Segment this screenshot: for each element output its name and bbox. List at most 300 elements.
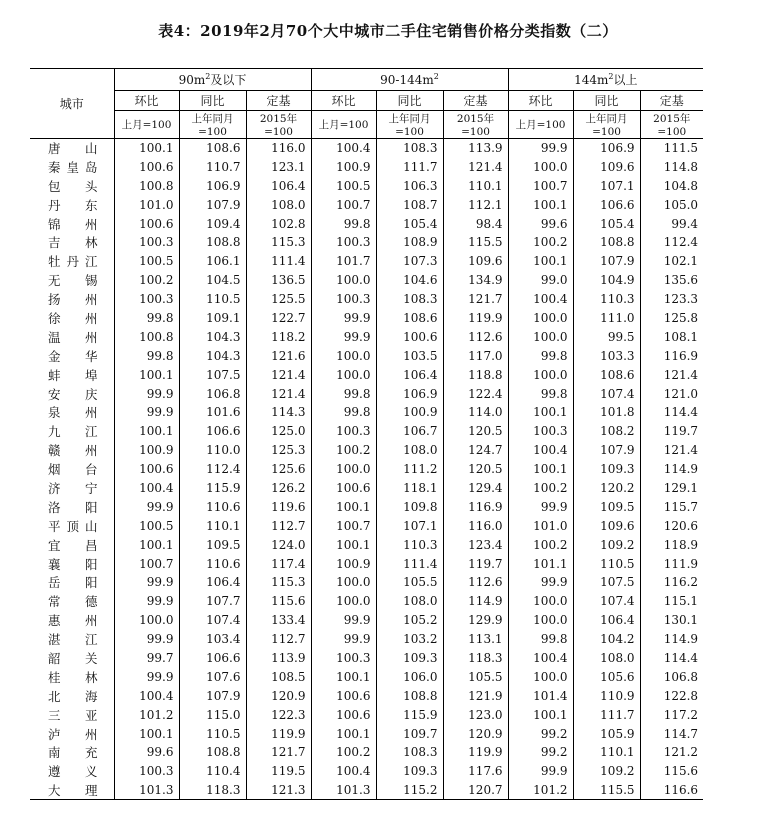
city-name: 秦皇岛 bbox=[48, 159, 98, 175]
index-value: 120.5 bbox=[443, 460, 508, 479]
index-value: 103.5 bbox=[376, 346, 443, 365]
city-name: 遵义 bbox=[48, 764, 98, 780]
index-value: 115.2 bbox=[376, 781, 443, 800]
index-value: 115.5 bbox=[443, 233, 508, 252]
table-row bbox=[30, 535, 703, 554]
index-value: 108.8 bbox=[179, 233, 246, 252]
index-value: 113.9 bbox=[443, 139, 508, 158]
index-value: 121.4 bbox=[640, 365, 703, 384]
index-value: 100.7 bbox=[311, 195, 376, 214]
index-value: 104.8 bbox=[640, 176, 703, 195]
table-row bbox=[30, 611, 703, 630]
table-row bbox=[30, 252, 703, 271]
index-value: 110.5 bbox=[179, 290, 246, 309]
index-value: 106.4 bbox=[179, 573, 246, 592]
index-value: 99.6 bbox=[114, 743, 179, 762]
index-value: 106.9 bbox=[179, 176, 246, 195]
index-value: 117.0 bbox=[443, 346, 508, 365]
index-value: 112.1 bbox=[443, 195, 508, 214]
index-value: 100.9 bbox=[376, 403, 443, 422]
index-value: 101.6 bbox=[179, 403, 246, 422]
index-value: 113.1 bbox=[443, 630, 508, 649]
index-value: 99.9 bbox=[114, 667, 179, 686]
index-value: 108.0 bbox=[246, 195, 311, 214]
index-value: 124.0 bbox=[246, 535, 311, 554]
index-value: 117.4 bbox=[246, 554, 311, 573]
index-value: 100.1 bbox=[114, 535, 179, 554]
index-value: 100.4 bbox=[114, 479, 179, 498]
index-value: 110.1 bbox=[179, 516, 246, 535]
base-header: 上年同月=100 bbox=[376, 111, 443, 139]
city-name: 烟台 bbox=[48, 462, 98, 478]
index-value: 115.3 bbox=[246, 573, 311, 592]
city-name: 蚌埠 bbox=[48, 367, 98, 383]
index-value: 104.5 bbox=[179, 271, 246, 290]
index-value: 114.9 bbox=[640, 460, 703, 479]
index-value: 100.4 bbox=[508, 649, 573, 668]
index-value: 100.1 bbox=[508, 195, 573, 214]
table-row bbox=[30, 271, 703, 290]
table-row bbox=[30, 686, 703, 705]
index-value: 124.7 bbox=[443, 441, 508, 460]
index-value: 100.2 bbox=[508, 233, 573, 252]
index-value: 112.6 bbox=[443, 573, 508, 592]
index-value: 107.7 bbox=[179, 592, 246, 611]
base-header: 2015年=100 bbox=[246, 111, 311, 139]
city-name: 惠州 bbox=[48, 613, 98, 629]
index-value: 107.6 bbox=[179, 667, 246, 686]
index-value: 110.6 bbox=[179, 497, 246, 516]
index-value: 103.4 bbox=[179, 630, 246, 649]
city-name: 温州 bbox=[48, 329, 98, 345]
index-value: 100.6 bbox=[311, 479, 376, 498]
city-name: 南充 bbox=[48, 745, 98, 761]
index-value: 105.9 bbox=[573, 724, 640, 743]
index-value: 108.0 bbox=[376, 441, 443, 460]
index-value: 121.4 bbox=[640, 441, 703, 460]
index-value: 100.0 bbox=[508, 365, 573, 384]
city-name: 牡丹江 bbox=[48, 254, 98, 270]
index-value: 107.4 bbox=[573, 592, 640, 611]
index-value: 100.0 bbox=[311, 346, 376, 365]
city-name: 扬州 bbox=[48, 292, 98, 308]
index-value: 100.0 bbox=[311, 592, 376, 611]
index-value: 100.3 bbox=[311, 649, 376, 668]
index-value: 105.6 bbox=[573, 667, 640, 686]
index-value: 129.9 bbox=[443, 611, 508, 630]
index-value: 118.8 bbox=[443, 365, 508, 384]
base-header: 2015年=100 bbox=[640, 111, 703, 139]
index-value: 119.6 bbox=[246, 497, 311, 516]
index-value: 100.0 bbox=[508, 667, 573, 686]
index-value: 110.1 bbox=[573, 743, 640, 762]
index-value: 109.1 bbox=[179, 309, 246, 328]
city-name: 宜昌 bbox=[48, 537, 98, 553]
index-value: 101.7 bbox=[311, 252, 376, 271]
metric-header: 同比 bbox=[573, 91, 640, 111]
index-value: 100.6 bbox=[114, 460, 179, 479]
index-value: 129.1 bbox=[640, 479, 703, 498]
index-value: 105.0 bbox=[640, 195, 703, 214]
index-value: 100.0 bbox=[508, 157, 573, 176]
index-value: 111.7 bbox=[573, 705, 640, 724]
index-value: 115.3 bbox=[246, 233, 311, 252]
table-row bbox=[30, 309, 703, 328]
index-value: 99.9 bbox=[508, 139, 573, 158]
index-value: 115.6 bbox=[246, 592, 311, 611]
index-value: 111.9 bbox=[640, 554, 703, 573]
index-value: 117.2 bbox=[640, 705, 703, 724]
index-value: 99.9 bbox=[311, 309, 376, 328]
index-value: 100.4 bbox=[508, 290, 573, 309]
index-value: 100.2 bbox=[311, 743, 376, 762]
index-value: 106.4 bbox=[246, 176, 311, 195]
index-value: 107.9 bbox=[573, 252, 640, 271]
index-value: 100.3 bbox=[311, 422, 376, 441]
index-value: 122.8 bbox=[640, 686, 703, 705]
table-row bbox=[30, 724, 703, 743]
index-value: 100.0 bbox=[311, 365, 376, 384]
index-value: 107.5 bbox=[573, 573, 640, 592]
index-value: 122.3 bbox=[246, 705, 311, 724]
index-value: 108.2 bbox=[573, 422, 640, 441]
index-value: 100.2 bbox=[508, 535, 573, 554]
index-value: 125.6 bbox=[246, 460, 311, 479]
city-name: 岳阳 bbox=[48, 575, 98, 591]
index-value: 125.3 bbox=[246, 441, 311, 460]
index-value: 121.3 bbox=[246, 781, 311, 800]
index-value: 109.2 bbox=[573, 762, 640, 781]
index-value: 118.9 bbox=[640, 535, 703, 554]
index-value: 121.9 bbox=[443, 686, 508, 705]
index-value: 107.3 bbox=[376, 252, 443, 271]
index-value: 100.6 bbox=[376, 327, 443, 346]
index-value: 99.8 bbox=[508, 384, 573, 403]
index-value: 100.5 bbox=[114, 252, 179, 271]
metric-header: 环比 bbox=[508, 91, 573, 111]
index-value: 116.2 bbox=[640, 573, 703, 592]
city-name: 丹东 bbox=[48, 197, 98, 213]
index-value: 107.5 bbox=[179, 365, 246, 384]
index-value: 108.3 bbox=[376, 290, 443, 309]
index-value: 100.1 bbox=[311, 497, 376, 516]
index-value: 108.8 bbox=[179, 743, 246, 762]
index-value: 108.0 bbox=[376, 592, 443, 611]
index-value: 99.9 bbox=[508, 497, 573, 516]
index-value: 120.5 bbox=[443, 422, 508, 441]
index-value: 101.2 bbox=[508, 781, 573, 800]
index-value: 116.0 bbox=[443, 516, 508, 535]
city-name: 济宁 bbox=[48, 480, 98, 496]
index-value: 99.6 bbox=[508, 214, 573, 233]
index-value: 100.3 bbox=[114, 233, 179, 252]
city-name: 徐州 bbox=[48, 310, 98, 326]
index-value: 121.6 bbox=[246, 346, 311, 365]
index-value: 107.9 bbox=[179, 195, 246, 214]
table-row bbox=[30, 667, 703, 686]
city-name: 大理 bbox=[30, 781, 114, 800]
index-value: 100.1 bbox=[114, 365, 179, 384]
index-value: 110.6 bbox=[179, 554, 246, 573]
index-value: 119.7 bbox=[443, 554, 508, 573]
index-value: 100.1 bbox=[311, 535, 376, 554]
index-value: 122.4 bbox=[443, 384, 508, 403]
index-value: 99.9 bbox=[311, 611, 376, 630]
index-value: 121.7 bbox=[246, 743, 311, 762]
table-row bbox=[30, 176, 703, 195]
index-value: 99.8 bbox=[311, 384, 376, 403]
table-row bbox=[30, 762, 703, 781]
index-value: 111.5 bbox=[640, 139, 703, 158]
index-value: 106.6 bbox=[179, 649, 246, 668]
index-value: 101.4 bbox=[508, 686, 573, 705]
metric-header: 同比 bbox=[179, 91, 246, 111]
index-value: 118.1 bbox=[376, 479, 443, 498]
index-value: 108.8 bbox=[573, 233, 640, 252]
city-name: 锦州 bbox=[48, 216, 98, 232]
index-value: 114.7 bbox=[640, 724, 703, 743]
index-value: 109.6 bbox=[443, 252, 508, 271]
index-value: 100.1 bbox=[311, 667, 376, 686]
index-value: 100.0 bbox=[508, 592, 573, 611]
index-value: 104.9 bbox=[573, 271, 640, 290]
index-value: 99.8 bbox=[311, 214, 376, 233]
city-name: 泉州 bbox=[48, 405, 98, 421]
index-value: 99.9 bbox=[114, 403, 179, 422]
index-value: 100.2 bbox=[311, 441, 376, 460]
table-row bbox=[30, 441, 703, 460]
index-value: 107.4 bbox=[573, 384, 640, 403]
table-row bbox=[30, 554, 703, 573]
index-value: 99.9 bbox=[114, 573, 179, 592]
table-row bbox=[30, 384, 703, 403]
index-value: 107.9 bbox=[179, 686, 246, 705]
city-name: 赣州 bbox=[48, 443, 98, 459]
index-value: 125.8 bbox=[640, 309, 703, 328]
index-value: 120.9 bbox=[246, 686, 311, 705]
index-value: 108.3 bbox=[376, 139, 443, 158]
index-value: 109.3 bbox=[376, 762, 443, 781]
index-value: 99.9 bbox=[508, 762, 573, 781]
index-value: 99.8 bbox=[114, 309, 179, 328]
index-value: 109.2 bbox=[573, 535, 640, 554]
table-row bbox=[30, 139, 703, 158]
index-value: 135.6 bbox=[640, 271, 703, 290]
city-name: 襄阳 bbox=[48, 556, 98, 572]
index-value: 111.4 bbox=[246, 252, 311, 271]
index-value: 106.6 bbox=[179, 422, 246, 441]
index-value: 99.9 bbox=[114, 630, 179, 649]
city-name: 无锡 bbox=[48, 273, 98, 289]
table-row bbox=[30, 195, 703, 214]
table-row bbox=[30, 630, 703, 649]
index-value: 104.2 bbox=[573, 630, 640, 649]
index-value: 100.9 bbox=[114, 441, 179, 460]
index-value: 105.5 bbox=[443, 667, 508, 686]
index-value: 100.0 bbox=[114, 611, 179, 630]
index-value: 109.6 bbox=[573, 516, 640, 535]
index-value: 116.9 bbox=[443, 497, 508, 516]
index-value: 100.0 bbox=[311, 271, 376, 290]
base-header: 上年同月=100 bbox=[179, 111, 246, 139]
index-value: 104.6 bbox=[376, 271, 443, 290]
index-value: 110.1 bbox=[443, 176, 508, 195]
index-value: 107.1 bbox=[376, 516, 443, 535]
index-value: 106.3 bbox=[376, 176, 443, 195]
index-value: 102.8 bbox=[246, 214, 311, 233]
index-value: 99.8 bbox=[311, 403, 376, 422]
index-value: 108.8 bbox=[376, 686, 443, 705]
index-value: 112.7 bbox=[246, 516, 311, 535]
index-value: 106.0 bbox=[376, 667, 443, 686]
index-value: 100.3 bbox=[311, 290, 376, 309]
city-name: 三亚 bbox=[48, 707, 98, 723]
index-value: 126.2 bbox=[246, 479, 311, 498]
index-value: 100.0 bbox=[311, 573, 376, 592]
base-header: 2015年=100 bbox=[443, 111, 508, 139]
index-value: 100.4 bbox=[114, 686, 179, 705]
index-value: 121.2 bbox=[640, 743, 703, 762]
index-value: 116.0 bbox=[246, 139, 311, 158]
index-value: 107.9 bbox=[573, 441, 640, 460]
index-value: 99.9 bbox=[311, 630, 376, 649]
index-value: 110.5 bbox=[573, 554, 640, 573]
index-value: 115.1 bbox=[640, 592, 703, 611]
city-name: 平顶山 bbox=[48, 518, 98, 534]
index-value: 111.4 bbox=[376, 554, 443, 573]
index-value: 121.0 bbox=[640, 384, 703, 403]
metric-header: 定基 bbox=[443, 91, 508, 111]
index-value: 106.4 bbox=[573, 611, 640, 630]
table-row bbox=[30, 649, 703, 668]
index-value: 120.2 bbox=[573, 479, 640, 498]
index-value: 99.8 bbox=[508, 346, 573, 365]
index-value: 119.9 bbox=[246, 724, 311, 743]
index-value: 100.3 bbox=[114, 290, 179, 309]
index-value: 118.2 bbox=[246, 327, 311, 346]
table-row bbox=[30, 573, 703, 592]
index-value: 125.5 bbox=[246, 290, 311, 309]
metric-header: 定基 bbox=[640, 91, 703, 111]
index-value: 136.5 bbox=[246, 271, 311, 290]
index-value: 115.7 bbox=[640, 497, 703, 516]
index-value: 112.7 bbox=[246, 630, 311, 649]
index-value: 101.8 bbox=[573, 403, 640, 422]
table-row bbox=[30, 327, 703, 346]
index-value: 100.2 bbox=[508, 479, 573, 498]
index-value: 100.6 bbox=[114, 214, 179, 233]
index-value: 100.6 bbox=[114, 157, 179, 176]
city-name: 常德 bbox=[48, 594, 98, 610]
table-row bbox=[30, 743, 703, 762]
city-name: 桂林 bbox=[48, 669, 98, 685]
index-value: 100.1 bbox=[114, 139, 179, 158]
index-value: 99.8 bbox=[508, 630, 573, 649]
index-value: 120.6 bbox=[640, 516, 703, 535]
index-value: 100.0 bbox=[508, 309, 573, 328]
index-value: 100.0 bbox=[508, 611, 573, 630]
index-value: 106.1 bbox=[179, 252, 246, 271]
table-row bbox=[30, 346, 703, 365]
index-value: 111.7 bbox=[376, 157, 443, 176]
city-name: 唐山 bbox=[48, 141, 98, 157]
index-value: 110.5 bbox=[179, 724, 246, 743]
city-name: 湛江 bbox=[48, 632, 98, 648]
table-row bbox=[30, 233, 703, 252]
index-value: 114.8 bbox=[640, 157, 703, 176]
index-value: 100.5 bbox=[311, 176, 376, 195]
index-value: 108.6 bbox=[179, 139, 246, 158]
index-value: 109.5 bbox=[573, 497, 640, 516]
index-value: 110.3 bbox=[573, 290, 640, 309]
table-row bbox=[30, 365, 703, 384]
index-value: 100.0 bbox=[508, 327, 573, 346]
index-value: 108.7 bbox=[376, 195, 443, 214]
group-header-medium: $90-144m^2$ bbox=[311, 69, 508, 91]
index-value: 114.3 bbox=[246, 403, 311, 422]
index-value: 115.6 bbox=[640, 762, 703, 781]
metric-header: 环比 bbox=[114, 91, 179, 111]
index-value: 101.1 bbox=[508, 554, 573, 573]
index-value: 120.9 bbox=[443, 724, 508, 743]
index-value: 110.3 bbox=[376, 535, 443, 554]
group-header-small: $90m^2$及以下 bbox=[114, 69, 311, 91]
index-value: 106.8 bbox=[179, 384, 246, 403]
table-row bbox=[30, 479, 703, 498]
index-value: 130.1 bbox=[640, 611, 703, 630]
index-value: 100.7 bbox=[311, 516, 376, 535]
price-index-table bbox=[30, 68, 703, 800]
table-row bbox=[30, 460, 703, 479]
index-value: 109.5 bbox=[179, 535, 246, 554]
table-row bbox=[30, 157, 703, 176]
index-value: 99.2 bbox=[508, 743, 573, 762]
index-value: 100.3 bbox=[114, 762, 179, 781]
index-value: 109.3 bbox=[573, 460, 640, 479]
index-value: 102.1 bbox=[640, 252, 703, 271]
index-value: 100.1 bbox=[114, 724, 179, 743]
index-value: 121.4 bbox=[246, 365, 311, 384]
index-value: 119.9 bbox=[443, 743, 508, 762]
index-value: 101.2 bbox=[114, 705, 179, 724]
index-value: 105.4 bbox=[376, 214, 443, 233]
city-name: 吉林 bbox=[48, 235, 98, 251]
index-value: 112.6 bbox=[443, 327, 508, 346]
index-value: 116.9 bbox=[640, 346, 703, 365]
index-value: 111.0 bbox=[573, 309, 640, 328]
index-value: 112.4 bbox=[179, 460, 246, 479]
index-value: 100.4 bbox=[311, 762, 376, 781]
index-value: 114.0 bbox=[443, 403, 508, 422]
index-value: 99.4 bbox=[640, 214, 703, 233]
city-name: 安庆 bbox=[48, 386, 98, 402]
table-row bbox=[30, 403, 703, 422]
index-value: 100.0 bbox=[311, 460, 376, 479]
index-value: 129.4 bbox=[443, 479, 508, 498]
base-header: 上月=100 bbox=[114, 111, 179, 139]
index-value: 99.9 bbox=[114, 497, 179, 516]
base-header: 上年同月=100 bbox=[573, 111, 640, 139]
index-value: 118.3 bbox=[179, 781, 246, 800]
index-value: 114.4 bbox=[640, 403, 703, 422]
index-value: 110.9 bbox=[573, 686, 640, 705]
group-header-large: $144m^2$以上 bbox=[508, 69, 703, 91]
index-value: 110.7 bbox=[179, 157, 246, 176]
index-value: 114.9 bbox=[640, 630, 703, 649]
index-value: 123.3 bbox=[640, 290, 703, 309]
index-value: 103.3 bbox=[573, 346, 640, 365]
index-value: 108.6 bbox=[376, 309, 443, 328]
